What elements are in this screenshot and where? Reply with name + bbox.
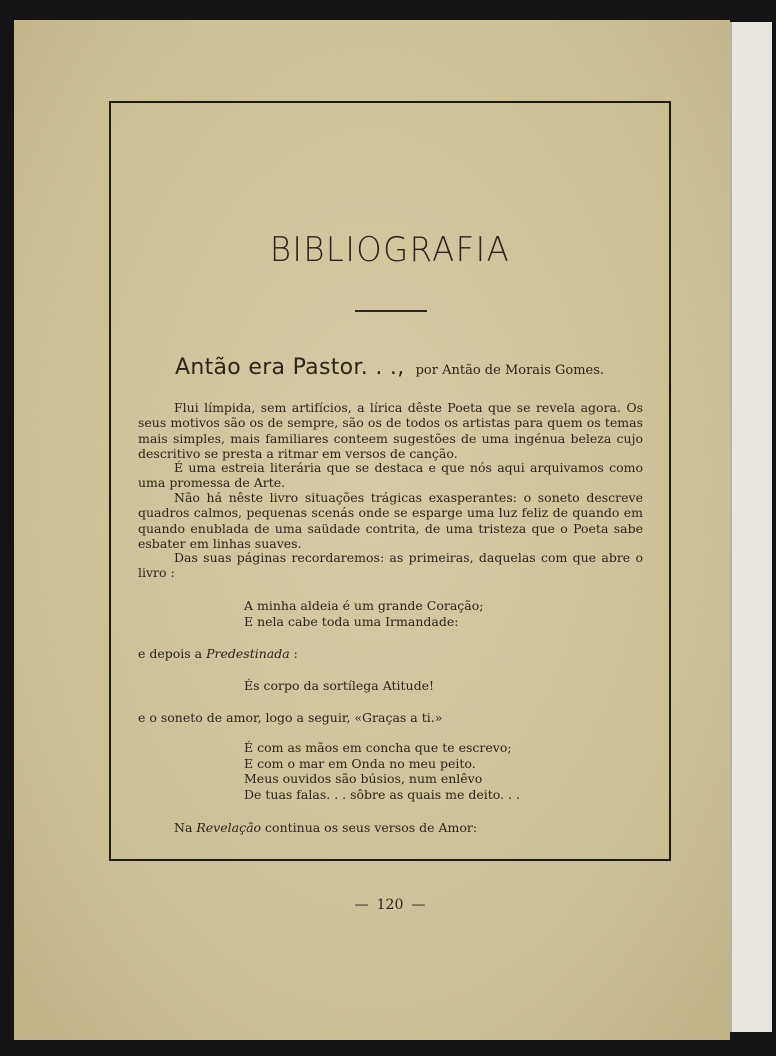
- page-number: [109, 897, 671, 913]
- folio-dash: —: [411, 897, 426, 913]
- next-page-edge: [730, 22, 772, 1032]
- folio-dash: —: [354, 897, 369, 913]
- verse-line: De tuas falas. . . sôbre as quais me deito. . .: [244, 786, 520, 802]
- line-suffix: :: [289, 646, 298, 661]
- book-author: por Antão de Morais Gomes.: [415, 363, 605, 378]
- line-suffix: continua os seus versos de Amor:: [261, 820, 478, 835]
- verse-line: E com o mar em Onda no meu peito.: [244, 755, 476, 771]
- verse-line: A minha aldeia é um grande Coração;: [244, 598, 484, 613]
- paragraph-text: Não há nêste livro situações trágicas exasperantes: o soneto descreve quadros calmos, pequenas scenás onde se esparge uma luz feliz de quando em quando enublada de uma saüdade contrita, de uma tristeza que o Poeta sabe esbater em linhas suaves.: [138, 490, 643, 552]
- paragraph: [138, 400, 643, 462]
- line-prefix: Na: [174, 820, 197, 835]
- book-title: Antão era Pastor. . .,: [175, 355, 405, 380]
- paragraph: [138, 460, 643, 491]
- paragraph-text: Das suas páginas recordaremos: as primeiras, daquelas com que abre o livro :: [138, 550, 643, 581]
- page-number-value: 120: [376, 897, 404, 913]
- paragraph: [138, 550, 643, 581]
- page-title: BIBLIOGRAFIA: [269, 230, 511, 270]
- verse-quote: [244, 740, 520, 802]
- text-line: [174, 820, 477, 835]
- verse-line: Meus ouvidos são búsios, num enlêvo: [244, 771, 483, 786]
- paragraph: [138, 490, 643, 552]
- verse-quote: [244, 598, 483, 629]
- line-prefix: e depois a: [138, 646, 207, 661]
- paragraph-text: É uma estreia literária que se destaca e que nós aqui arquivamos como uma promessa de Arte.: [138, 460, 643, 491]
- verse-line: E nela cabe toda uma Irmandade:: [244, 613, 459, 629]
- book-reference: [175, 355, 604, 380]
- title-rule: [355, 310, 427, 312]
- verse-line: És corpo da sortílega Atitude!: [244, 678, 435, 693]
- verse-line: É com as mãos em concha que te escrevo;: [244, 740, 512, 755]
- poem-title: Predestinada: [206, 646, 290, 661]
- verse-quote: [244, 678, 434, 694]
- text-line: e o soneto de amor, logo a seguir, «Graças a ti.»: [138, 710, 443, 725]
- text-line: [138, 646, 298, 661]
- poem-title: Revelação: [196, 820, 262, 835]
- paragraph-text: Flui límpida, sem artifícios, a lírica dêste Poeta que se revela agora. Os seus motivos são os de sempre, são os de todos os artistas para quem os temas mais simples, mais familiares conteem sugestões de uma ingénua beleza cujo descritivo se presta a ritmar em versos de canção.: [138, 400, 643, 462]
